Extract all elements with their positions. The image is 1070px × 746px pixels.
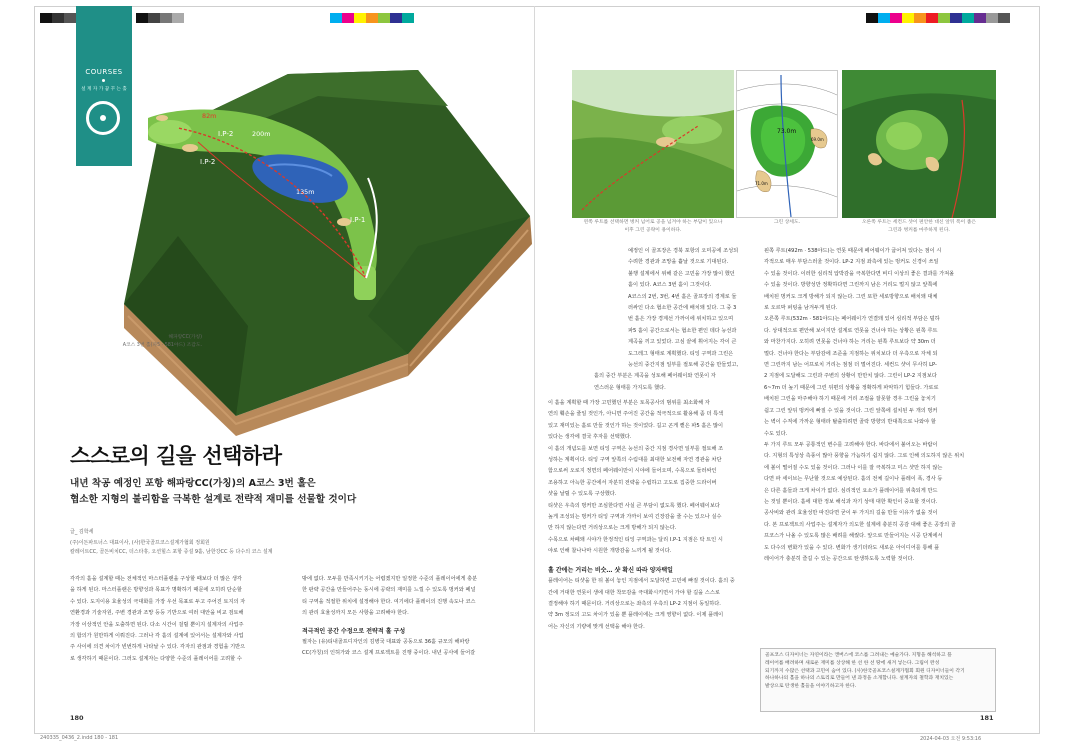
body-line: 도그레그 형태로 계획했다. 티잉 구역과 그린은: [628, 350, 734, 357]
body-line: 는 벽이 수직에 가까운 형태라 탈출하려면 골락 방향의 반대쪽으로 나와야 할: [764, 419, 936, 426]
section-tab-subtitle: 설 계 자 가 꿈 꾸 는 홀: [81, 87, 127, 92]
body-line: 배치된 그린을 마주해야 하기 때문에 거리 조절을 잘못할 경우 그린을 놓치기: [764, 396, 936, 403]
body-line: 어는 자신의 기량에 맞게 선택을 해야 한다.: [548, 623, 645, 630]
green: [148, 120, 192, 144]
note-line: 하나하나의 홀을 하나의 스토리로 만들어 낸 과정을 소개합니다. 설계자의 철학과 재치있는: [765, 676, 954, 682]
body-line: 레이어가 충분히 즐길 수 있는 공간으로 탄생하도록 노력할 것이다.: [764, 555, 915, 562]
body-line: 이 홀의 개념도를 보면 티잉 구역은 능선의 중간 지점 경사면 일부를 절토해 조: [548, 445, 724, 452]
left-route-panel: [572, 70, 734, 218]
body-line: 을 하게 된다. 마스터플랜은 방향성과 목표가 명확하기 때문에 오히려 단순할: [70, 587, 242, 594]
bunker: [156, 115, 168, 121]
label-distance-200m: 200m: [252, 130, 271, 138]
green-measure-b1: 69.0m: [811, 137, 824, 142]
right-panel-caption: [842, 219, 996, 235]
body-line: 밖에 없다. 모두를 만족시키기는 어렵겠지만 일정한 수준의 플레이어에게 충분: [302, 576, 478, 582]
body-line: 은 다른 홀들과 크게 차이가 없다. 심리적인 요소가 플레이어를 위축되게 만드: [764, 487, 938, 494]
page-number-left: 180: [70, 714, 84, 722]
body-line: 함으로써 오로지 정면의 페어웨이만이 시야에 들어오며, 수목으로 둘러싸인: [548, 468, 717, 475]
center-panel-caption: 그린 상세도.: [773, 220, 801, 225]
lede-line: 협소한 지형의 불리함을 극복한 설계로 전략적 재미를 선물할 것이다: [70, 494, 357, 505]
body-line: 계곡을 끼고 있었다. 고심 끝에 휘어지는 각이 큰: [628, 339, 737, 346]
body-line: 로 생각하기 때문이다. 그러도 설계자는 다양한 수준의 플레이어를 고려할 수: [70, 655, 242, 662]
left-panel-caption: [572, 219, 734, 235]
body-line: 러싸인 다소 협소한 공간에 배치돼 있다. 그 중 3: [628, 305, 737, 312]
body-line: 야로 인해 찰나나마 시원한 개방감을 느끼게 될 것이다.: [548, 548, 672, 555]
body-line: 공사비와 관리 효율성만 따진다면 굳이 두 가지의 길을 만들 이유가 없을 것이: [764, 510, 938, 517]
body-line: 간에 거대한 연못이 생에 대한 착모감을 극대화시키면서 가야 할 길을 스스로: [548, 589, 720, 596]
body-line: 오른쪽 루트(532m · 581야드)는 페어웨이가 연결돼 있어 심리적 부담은 덜하: [764, 316, 940, 323]
label-distance-135m: 135m: [296, 188, 315, 196]
body-line: 로 오르막 퍼팅을 남겨두게 된다.: [764, 305, 838, 312]
designer-note-box: [760, 648, 996, 712]
body-line: 약 3m 정도의 고도 차이가 있을 뿐 플레이에는 크게 영향이 없다. 이제 플레이: [548, 612, 724, 619]
green-detail-panel: [736, 70, 838, 218]
note-line: 발상으로 탄생한 홀들을 이야기하고자 한다.: [765, 684, 857, 690]
article-lede: [70, 476, 370, 508]
body-line: 다. 본 프로젝트의 사업주는 설계자가 의도한 설계에 충분히 공감 대해 좋은 공장의 골: [764, 521, 956, 528]
body-line: 홀이 있다. A코스 3번 홀이 그것이다.: [628, 282, 712, 289]
label-distance-82m: 82m: [202, 112, 217, 120]
author-name: 글_ 김학세: [70, 529, 94, 535]
green-measure-b2: 71.0m: [755, 181, 768, 186]
label-ip1: I.P-1: [350, 216, 366, 224]
body-line: 만 하지 않는다면 거리상으로는 크게 방해가 되지 않는다.: [548, 525, 677, 532]
body-line: 필자는 (유)티내골프디자인의 김병국 대표와 공동으로 36홀 규모의 해파랑: [302, 639, 470, 646]
body-line: 는 것일 뿐이다. 홀에 대한 정보 해석과 자기 상태 대한 확인이 중요할 것이다.: [764, 498, 938, 505]
body-line: 에 볼이 떨어질 수도 있을 것이다. 그러나 이를 잘 극복하고 미스 샷만 하지 않는: [764, 464, 943, 471]
caption-line: 오른쪽 루트는 세컨드 샷이 편안한 대신 앞뒤 폭이 좁은: [861, 220, 977, 225]
body-line: 의 관리 효율성까지 모든 사항을 고려해야 한다.: [302, 610, 409, 617]
body-line: 가장 이상적인 안을 도출하면 된다. 다소 시간이 걸릴 뿐이지 설계자의 사업주: [70, 621, 244, 628]
body-line: 조용하고 아늑한 공간에서 자분히 전략을 수립하고 고도로 집중한 드라이버: [548, 479, 717, 486]
body-line: 2 지점에 도달해도 그린과 주변의 상황이 만만치 않다. 그린이 LP-2 지점보다: [764, 373, 937, 380]
body-line: 왼쪽 루트(492m · 538야드)는 연못 때문에 페어웨이가 굽어져 있다는 점이 시: [764, 248, 942, 254]
body-line: CC(가칭)의 인허가와 코스 설계 프로젝트를 진행 중이다. 내년 공사에 들어갈: [302, 650, 476, 657]
body-line: 수 있다. 도지이용 효율성의 극대화를 가장 우선 목표로 두고 주어진 토지의 자: [70, 598, 246, 605]
body-line: 다면 파 세이브는 무난할 것으로 예상된다. 홀의 전체 길이나 플레이 폭, 경사 등: [764, 476, 943, 483]
body-line: 티샷은 우측의 벙커만 조심한다면 사실 큰 부담이 없도록 했다. 페어웨이보다: [548, 502, 720, 509]
body-line: 쉽고 그린 앞뒤 벙커에 빠질 수 있을 것이다. 그린 앞쪽에 설치된 두 개의 벙커: [764, 407, 938, 414]
body-line: 수 있을 것이다. 이러한 심리적 압박감을 극복한다면 비디 이상의 좋은 결과를 가져올: [764, 270, 955, 277]
body-line: 불행 설계에서 위해 같은 고민을 가장 많이 했던: [628, 270, 735, 277]
body-line: 파5 홀이 공간으로서는 협소한 편인 데다 능선과: [628, 327, 737, 334]
body-line: 도 다수의 변화가 있을 수 있다. 변화가 생기더라도 새로운 아이디어를 통해 플: [764, 544, 940, 551]
article-headline: 스스로의 길을 선택하라: [70, 444, 282, 468]
body-line: 있다는 생각에 결국 후자를 선택했다.: [548, 434, 632, 441]
body-line: 배치된 벙커도 크게 방해가 되지 않는다. 그린 또한 세로방향으로 배치돼 대체: [764, 293, 938, 300]
label-ip2-upper: I.P-2: [218, 130, 234, 138]
body-line: 능선의 중간지점 일부를 절토해 공간을 만들었고,: [628, 362, 739, 369]
body-line: 다. 지형의 특성상 측풍이 많아 풍향을 가늠하기 쉽지 않다. 그로 인해 의도하지 않은 위치: [764, 453, 965, 460]
note-line: 되기까지 수많은 선택과 고민이 숨어 있다. (사)한국골프코스설계가협회 회원 디자이너들이 각기: [765, 668, 965, 674]
author-affiliation: (주)이든파트너스 대표이사, (사)한국골프코스설계가협회 정회원: [70, 540, 210, 546]
body-line: 멀다. 건너야 한다는 부담감에 조준을 지점하는 위치보다 더 우측으로 자체 되: [764, 350, 938, 357]
body-line: 각각의 홀을 설계할 때는 전체적인 마스터플랜을 구상할 때보다 더 많은 생각: [70, 576, 242, 582]
body-line: 연의 훼손을 줄일 것인가, 아니면 주어진 공간을 적극적으로 활용해 좀 더 특색: [548, 411, 724, 418]
note-line: 골프코스 디자이너는 자연이라는 캔버스에 코스를 그려내는 예술가다. 지형을 해석하고 플: [765, 653, 952, 658]
caption-line: 그린과 벙커를 마주하게 된다.: [888, 228, 950, 233]
body-line: 번 홀은 가장 경계선 가까이에 위치하고 있으며: [628, 316, 734, 323]
target-dot-icon: [100, 115, 106, 121]
mid-body-col-2: [548, 398, 754, 633]
section-tab-title: COURSES: [85, 68, 123, 76]
caption-line: 해파랑CC(가칭): [168, 335, 202, 340]
body-line: 예정인 이 골프장은 경북 포항의 오미공에 조성되: [628, 248, 739, 254]
course-aerial-illustration: [118, 66, 538, 436]
body-line: 프코스가 나올 수 있도록 많은 배려를 해줬다. 앞으로 만들어지는 시공 단계에서: [764, 533, 943, 540]
body-line: A코스의 2번, 3번, 4번 홀은 골프장의 경계로 둘: [628, 293, 737, 300]
page-number-right: 181: [980, 714, 994, 722]
caption-line: 왼쪽 루트를 선택하면 벙커 넘어로 공을 넘겨야 하는 부담이 있으나: [583, 220, 723, 225]
body-line: 한 판략 공간을 만들어주는 동시에 공략의 재미를 느낄 수 있도록 벙커와 페널: [302, 587, 476, 594]
body-line: 티 구역을 적절한 위치에 설정해야 한다. 여기에다 플레이의 진행 속도나 코스: [302, 598, 476, 605]
section-subhead: 홀 간에는 거리는 비슷… 샷 확신 따라 양자택일: [548, 566, 673, 574]
left-body-col2: [302, 574, 530, 660]
body-line: 수목으로 차폐돼 시야가 한정적인 티잉 구역과는 달리 I.P-1 지점은 탁 트인 시: [548, 536, 723, 543]
author-portfolio: 칼레이트CC, 골든비치CC, 더스타휴, 오션힐스 포항 증설 9홀, 남한강CC 등 다수의 코스 설계: [70, 549, 273, 555]
right-body-col: [764, 246, 998, 565]
author-credit: [70, 528, 370, 557]
body-line: 성하는 계획이다. 티잉 구역 앞쪽의 수림대를 최대한 보전해 자연 경관을 차단: [548, 457, 722, 464]
body-line: 주 사이에 의견 차이가 빈번하게 나타날 수 있다. 각자의 관점과 경험을 기반으: [70, 644, 246, 651]
body-line: 높게 조성되는 벙커가 티잉 구역과 가까이 보여 긴장감을 줄 수는 있으나 실수: [548, 514, 722, 521]
note-line: 레이어를 배려하며 새로운 재미를 상상해 한 선 한 선 땅에 새겨 넣는다. 그림이 완성: [765, 660, 940, 666]
body-line: 이 홀을 계획할 때 가장 고민했던 부분은 토목공사의 범위를 최소화해 자: [548, 400, 710, 406]
caption-line: A코스 3번 홀(파5 · 581야드) 조감도.: [122, 343, 202, 348]
print-color-bar-right: [866, 8, 1010, 27]
body-line: 수 있을 것이다. 방향성만 정확하다면 그린까지 남은 거리도 멀지 않고 앞쪽에: [764, 282, 938, 289]
label-ip2-lower: I.P-2: [200, 158, 216, 166]
body-line: 다. 상대적으로 편안해 보이지만 설계로 연못을 건너야 하는 상황은 왼쪽 루트: [764, 327, 938, 334]
body-line: 각적으로 매우 부담스러울 것이다. LP-2 지점 좌측에 있는 벙커도 신경이 쓰일: [764, 259, 939, 266]
bunker: [182, 144, 198, 152]
body-line: 와 마찬가지다. 오히려 연못을 건너야 하는 거리는 왼쪽 루트보다 약 30m 더: [764, 339, 936, 346]
left-body-col1: [70, 574, 294, 665]
body-line: 수려한 경관과 조망을 휼날 것으로 기대된다.: [628, 259, 729, 266]
body-line: 플레이어는 티샷을 한 뒤 볼이 놓인 지점에서 도달하면 고민에 빠질 것이다. 홀의 중: [548, 578, 735, 585]
body-line: 결정해야 하기 때문이다. 거리상으로는 좌측의 우측의 LP-2 지점이 동일하다.: [548, 600, 721, 607]
body-line: 있고 재미있는 홀로 만들 것인가 하는 것이었다. 길고 곤게 뻗은 파5 홀은 많이: [548, 422, 724, 429]
course-map-caption: [82, 334, 202, 350]
body-line: 홀의 중간 부분은 계곡을 성토해 페어웨이와 연못이 자: [594, 373, 716, 380]
body-line: 샷을 날릴 수 있도록 구상했다.: [548, 491, 617, 498]
section-subhead: 적극적인 공간 수정으로 전략적 홀 구성: [302, 627, 406, 635]
mid-body-col: [548, 246, 754, 394]
body-line: 의 합의가 원만하게 이뤄진다. 그러나 각 홀의 설계에 있어서는 설계자와 사업: [70, 633, 244, 640]
tab-dot-separator: [102, 79, 105, 82]
green-measure-main: 73.0m: [777, 128, 797, 135]
right-route-panel: [842, 70, 996, 218]
print-color-bar-left: [330, 8, 414, 27]
body-line: 6~7m 더 높기 때문에 그린 뒤편의 상황을 정확하게 파악하기 힘들다. 가로로: [764, 384, 939, 391]
body-line: 연스러운 형태를 가지도록 했다.: [594, 384, 666, 391]
body-line: 면 그린까지 남는 어프로치 거리는 점점 더 멀어진다. 세컨드 샷이 무사히 LP-: [764, 362, 937, 369]
body-line: 수도 있다.: [764, 430, 788, 437]
print-footer-right: 2024-04-03 오전 9:53:16: [920, 736, 982, 742]
caption-line: 이후 그린 공략이 용이하다.: [624, 228, 682, 233]
body-line: 두 가지 루트 모두 공통적인 변수를 고려해야 한다. 바다에서 불어오는 바람이: [764, 441, 938, 448]
body-line: 연환경과 기술자원, 주변 경관과 조망 등등 기반으로 여러 대안을 비교 검토해: [70, 610, 244, 617]
bunker: [337, 218, 351, 226]
print-footer-left: 240335_0436_2.indd 180 - 181: [40, 735, 119, 741]
lede-line: 내년 착공 예정인 포항 해파랑CC(가칭)의 A코스 3번 홀은: [70, 478, 316, 489]
